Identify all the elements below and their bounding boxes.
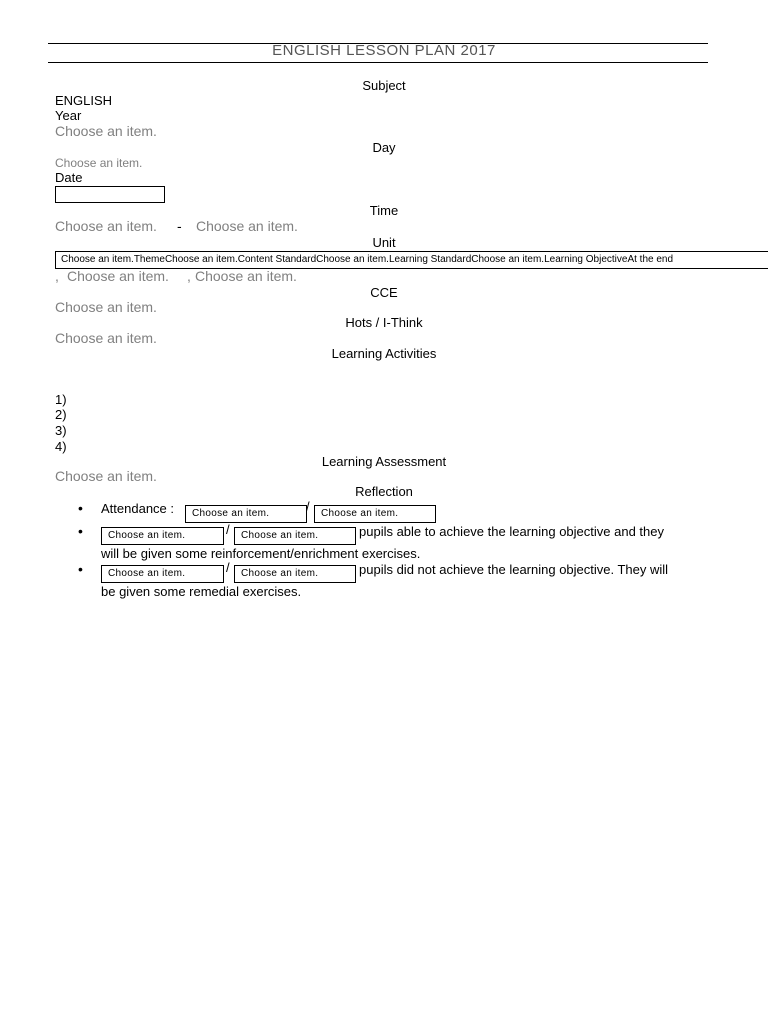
day-dropdown[interactable]: Choose an item. — [55, 156, 143, 170]
unit-dropdown-field[interactable]: Choose an item.ThemeChoose an item.Content StandardChoose an item.Learning StandardChoose an item.Learning ObjectiveAt the end — [55, 251, 768, 269]
subject-label: Subject — [362, 78, 406, 93]
unit-extra-separator-1: , — [55, 268, 59, 284]
time-separator: - — [177, 218, 182, 234]
time-start-dropdown[interactable]: Choose an item. — [55, 218, 157, 234]
bullet-marker: • — [78, 561, 83, 577]
hots-label: Hots / I-Think — [345, 315, 423, 330]
learning-assessment-label: Learning Assessment — [321, 454, 447, 469]
achieved-text-line1: pupils able to achieve the learning objective and they — [359, 524, 664, 539]
not-achieved-text-line1: pupils did not achieve the learning objective. They will — [359, 562, 669, 577]
page-title: ENGLISH LESSON PLAN 2017 — [272, 42, 496, 59]
attendance-present-dropdown[interactable]: Choose an item. — [185, 505, 307, 523]
cce-dropdown[interactable]: Choose an item. — [55, 299, 157, 315]
not-achieved-text-line2: be given some remedial exercises. — [101, 584, 302, 599]
activity-step: 4) — [55, 439, 67, 454]
unit-extra-separator-2: , — [187, 268, 191, 284]
attendance-label: Attendance : — [101, 501, 174, 516]
day-label: Day — [372, 140, 396, 155]
time-end-dropdown[interactable]: Choose an item. — [196, 218, 298, 234]
not-achieved-total-dropdown[interactable]: Choose an item. — [234, 565, 356, 583]
bullet-marker: • — [78, 523, 83, 539]
activity-step: 3) — [55, 423, 67, 438]
activity-step: 2) — [55, 407, 67, 422]
slash-separator: / — [226, 522, 230, 537]
achieved-count-dropdown[interactable]: Choose an item. — [101, 527, 224, 545]
hots-dropdown[interactable]: Choose an item. — [55, 330, 157, 346]
slash-separator: / — [306, 499, 310, 514]
year-dropdown[interactable]: Choose an item. — [55, 123, 157, 139]
unit-extra-dropdown-2[interactable]: Choose an item. — [195, 268, 297, 284]
achieved-text-line2: will be given some reinforcement/enrichment exercises. — [101, 546, 421, 561]
date-field[interactable] — [55, 186, 165, 203]
achieved-total-dropdown[interactable]: Choose an item. — [234, 527, 356, 545]
cce-label: CCE — [370, 285, 398, 300]
unit-extra-dropdown-1[interactable]: Choose an item. — [67, 268, 169, 284]
slash-separator: / — [226, 560, 230, 575]
activity-step: 1) — [55, 392, 67, 407]
reflection-label: Reflection — [355, 484, 413, 499]
header-bottom-rule — [48, 62, 708, 63]
unit-label: Unit — [372, 235, 396, 250]
learning-activities-label: Learning Activities — [331, 346, 437, 361]
attendance-total-dropdown[interactable]: Choose an item. — [314, 505, 436, 523]
subject-value: ENGLISH — [55, 93, 113, 108]
date-label: Date — [55, 170, 83, 185]
year-label: Year — [55, 108, 82, 123]
not-achieved-count-dropdown[interactable]: Choose an item. — [101, 565, 224, 583]
learning-assessment-dropdown[interactable]: Choose an item. — [55, 468, 157, 484]
time-label: Time — [369, 203, 399, 218]
bullet-marker: • — [78, 500, 83, 516]
